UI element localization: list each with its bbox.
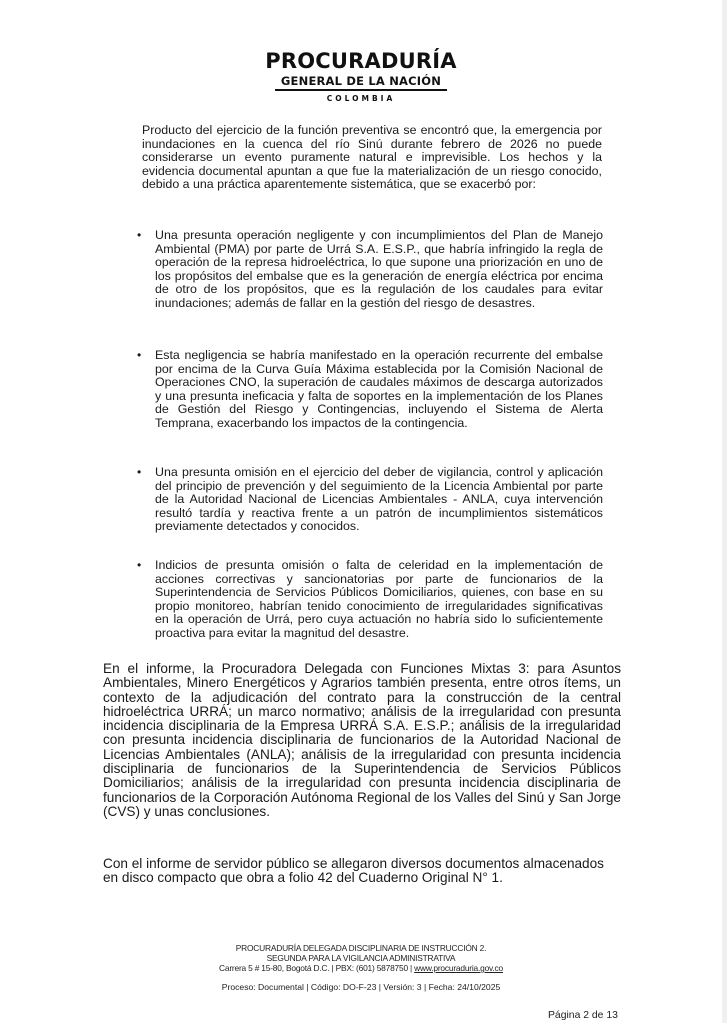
list-item-text: Una presunta operación negligente y con incumplimientos del Plan de Manejo Ambiental (PMA) por parte de Urrá S.A. E.S.P., que habría infringido la regla de operación de la represa hidroeléctrica, lo que supone una priorización en uno de los propósitos del embalse que es la generación de energía eléctrica por encima de otro de los propósitos, que es la regulación de los caudales para evitar inundaciones; además de fallar en la gestión del riesgo de desastres. (155, 228, 603, 310)
list-item-text: Una presunta omisión en el ejercicio del deber de vigilancia, control y aplicación del principio de prevención y del seguimiento de la Licencia Ambiental por parte de la Autoridad Nacional de Licencias Ambientales - ANLA, cuya intervención resultó tardía y reactiva frente a un patrón de incumplimientos sistemáticos previamente detectados y conocidos. (155, 465, 603, 534)
footer-process-info: Proceso: Documental | Código: DO-F-23 | Versión: 3 | Fecha: 24/10/2025 (221, 982, 501, 992)
procuraduria-logo (0, 50, 722, 103)
bullet-icon: • (137, 348, 142, 362)
list-item (133, 349, 603, 431)
intro-paragraph: Producto del ejercicio de la función preventiva se encontró que, la emergencia por inundaciones en la cuenca del río Sinú durante febrero de 2026 no puede considerarse un evento puramente natural e imprevisible. Los hechos y la evidencia documental apuntan a que fue la materialización de un riesgo conocido, debido a una práctica aparentemente sistemática, que se exacerbó por: (142, 123, 602, 192)
footer-website-link[interactable]: www.procuraduria.gov.co (414, 963, 503, 973)
page-number: Página 2 de 13 (548, 1010, 618, 1021)
list-item (133, 229, 603, 311)
bullet-icon: • (137, 228, 142, 242)
footer-office-name: PROCURADURÍA DELEGADA DISCIPLINARIA DE INSTRUCCIÓN 2. (235, 943, 487, 953)
logo-country: COLOMBIA (326, 94, 396, 103)
list-item-text: Esta negligencia se habría manifestado en la operación recurrente del embalse por encima de la Curva Guía Máxima establecida por la Comisión Nacional de Operaciones CNO, la superación de caudales máximos de descarga autorizados y una presunta ineficacia y falta de soportes en la implementación de los Planes de Gestión del Riesgo y Contingencias, incluyendo el Sistema de Alerta Temprana, exacerbando los impactos de la contingencia. (155, 348, 603, 430)
footer-address: Carrera 5 # 15-80, Bogotá D.C. | PBX: (601) 5878750 | (219, 963, 415, 973)
list-item-text: Indicios de presunta omisión o falta de celeridad en la implementación de acciones correctivas y sancionatorias por parte de funcionarios de la Superintendencia de Servicios Públicos Domiciliarios, quienes, con base en su propio monitoreo, habrían tenido conocimiento de irregularidades significativas en la operación de Urrá, pero cuya actuación no habría sido lo suficientemente proactiva para evitar la magnitud del desastre. (155, 558, 603, 640)
attachments-paragraph: Con el informe de servidor público se allegaron diversos documentos almacenados en disco compacto que obra a folio 42 del Cuaderno Original N° 1. (103, 856, 604, 886)
page-edge (722, 0, 727, 1023)
logo-subtitle: GENERAL DE LA NACIÓN (275, 75, 447, 91)
bullet-icon: • (137, 558, 142, 572)
footer-contact (0, 963, 722, 974)
bullet-icon: • (137, 465, 142, 479)
page-footer (0, 943, 722, 993)
list-item (133, 466, 603, 534)
logo-title: PROCURADURÍA (265, 49, 457, 73)
footer-office-subtitle: SEGUNDA PARA LA VIGILANCIA ADMINISTRATIVA (266, 953, 456, 963)
report-summary-paragraph: En el informe, la Procuradora Delegada con Funciones Mixtas 3: para Asuntos Ambientales, Minero Energéticos y Agrarios también presenta, entre otros ítems, un contexto de la adjudicación del contrato para la construcción de la central hidroeléctrica URRÁ; un marco normativo; análisis de la irregularidad con presunta incidencia disciplinaria de la Empresa URRÁ S.A. E.S.P.; análisis de la irregularidad con presunta incidencia disciplinaria de funcionarios de la Autoridad Nacional de Licencias Ambientales (ANLA); análisis de la irregularidad con presunta incidencia disciplinaria de funcionarios de la Superintendencia de Servicios Públicos Domiciliarios; análisis de la irregularidad con presunta incidencia disciplinaria de funcionarios de la Corporación Autónoma Regional de los Valles del Sinú y San Jorge (CVS) y unas conclusiones. (103, 661, 621, 819)
list-item (133, 559, 603, 641)
